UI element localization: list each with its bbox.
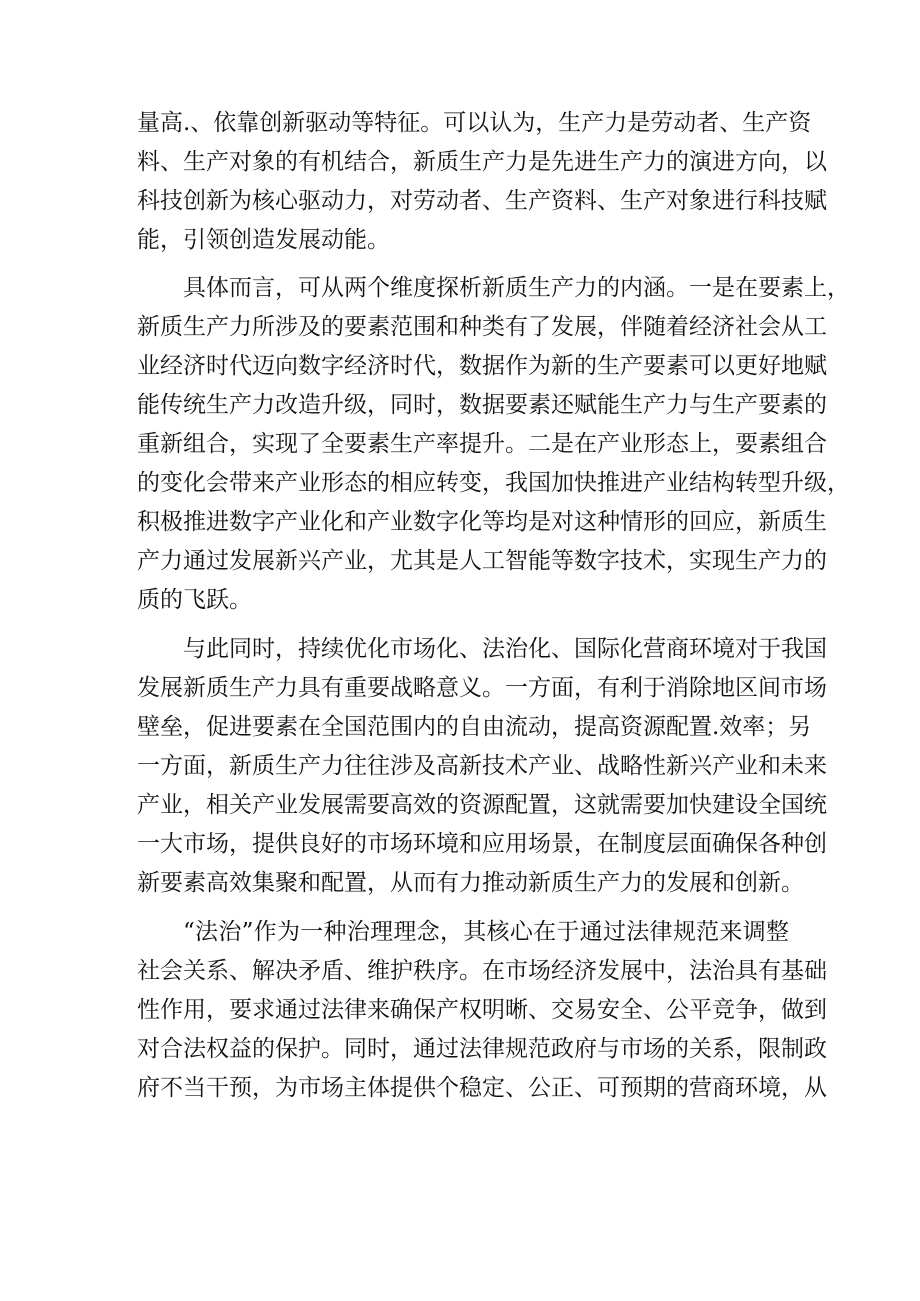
text-line: 社会关系、解决矛盾、维护秩序。在市场经济发展中，法治具有基础 <box>137 958 827 984</box>
text-line: 性作用，要求通过法律来确保产权明晰、交易安全、公平竞争，做到 <box>137 997 827 1023</box>
text-line: 量高.、依靠创新驱动等特征。可以认为，生产力是劳动者、生产资 <box>137 110 812 136</box>
text-line: 对合法权益的保护。同时，通过法律规范政府与市场的关系，限制政 <box>137 1036 827 1062</box>
text-line: 府不当干预，为市场主体提供个稳定、公正、可预期的营商环境，从 <box>137 1075 827 1101</box>
text-line: 发展新质生产力具有重要战略意义。一方面，有利于消除地区间市场 <box>137 675 827 701</box>
text-line: 壁垒，促进要素在全国范围内的自由流动，提高资源配置.效率；另 <box>137 714 812 740</box>
text-line: 的变化会带来产业形态的相应转变，我国加快推进产业结构转型升级， <box>137 470 850 496</box>
text-line: 积极推进数字产业化和产业数字化等均是对这种情形的回应，新质生 <box>137 509 827 535</box>
text-line: 产力通过发展新兴产业，尤其是人工智能等数字技术，实现生产力的 <box>137 548 827 574</box>
text-line: 料、生产对象的有机结合，新质生产力是先进生产力的演进方向，以 <box>137 149 827 175</box>
text-line-indented: 具体而言，可从两个维度探析新质生产力的内涵。一是在要素上， <box>183 275 850 301</box>
text-line: 科技创新为核心驱动力，对劳动者、生产资料、生产对象进行科技赋 <box>137 188 827 214</box>
text-line: 一大市场，提供良好的市场环境和应用场景，在制度层面确保各种创 <box>137 831 827 857</box>
text-line: 产业，相关产业发展需要高效的资源配置，这就需要加快建设全国统 <box>137 792 827 818</box>
text-line-indented: 与此同时，持续优化市场化、法治化、国际化营商环境对于我国 <box>183 636 827 662</box>
text-line: 新质生产力所涉及的要素范围和种类有了发展，伴随着经济社会从工 <box>137 314 827 340</box>
text-line: 重新组合，实现了全要素生产率提升。二是在产业形态上，要素组合 <box>137 431 827 457</box>
text-line: 能传统生产力改造升级，同时，数据要素还赋能生产力与生产要素的 <box>137 392 827 418</box>
text-line: 新要素高效集聚和配置，从而有力推动新质生产力的发展和创新。 <box>137 870 804 896</box>
text-line: 能，引领创造发展动能。 <box>137 227 390 253</box>
text-line-indented: “法治”作为一种治理理念，其核心在于通过法律规范来调整 <box>183 919 789 945</box>
text-line: 质的飞跃。 <box>137 587 252 613</box>
text-line: 业经济时代迈向数字经济时代，数据作为新的生产要素可以更好地赋 <box>137 353 827 379</box>
text-line: 一方面，新质生产力往往涉及高新技术产业、战略性新兴产业和未来 <box>137 753 827 779</box>
